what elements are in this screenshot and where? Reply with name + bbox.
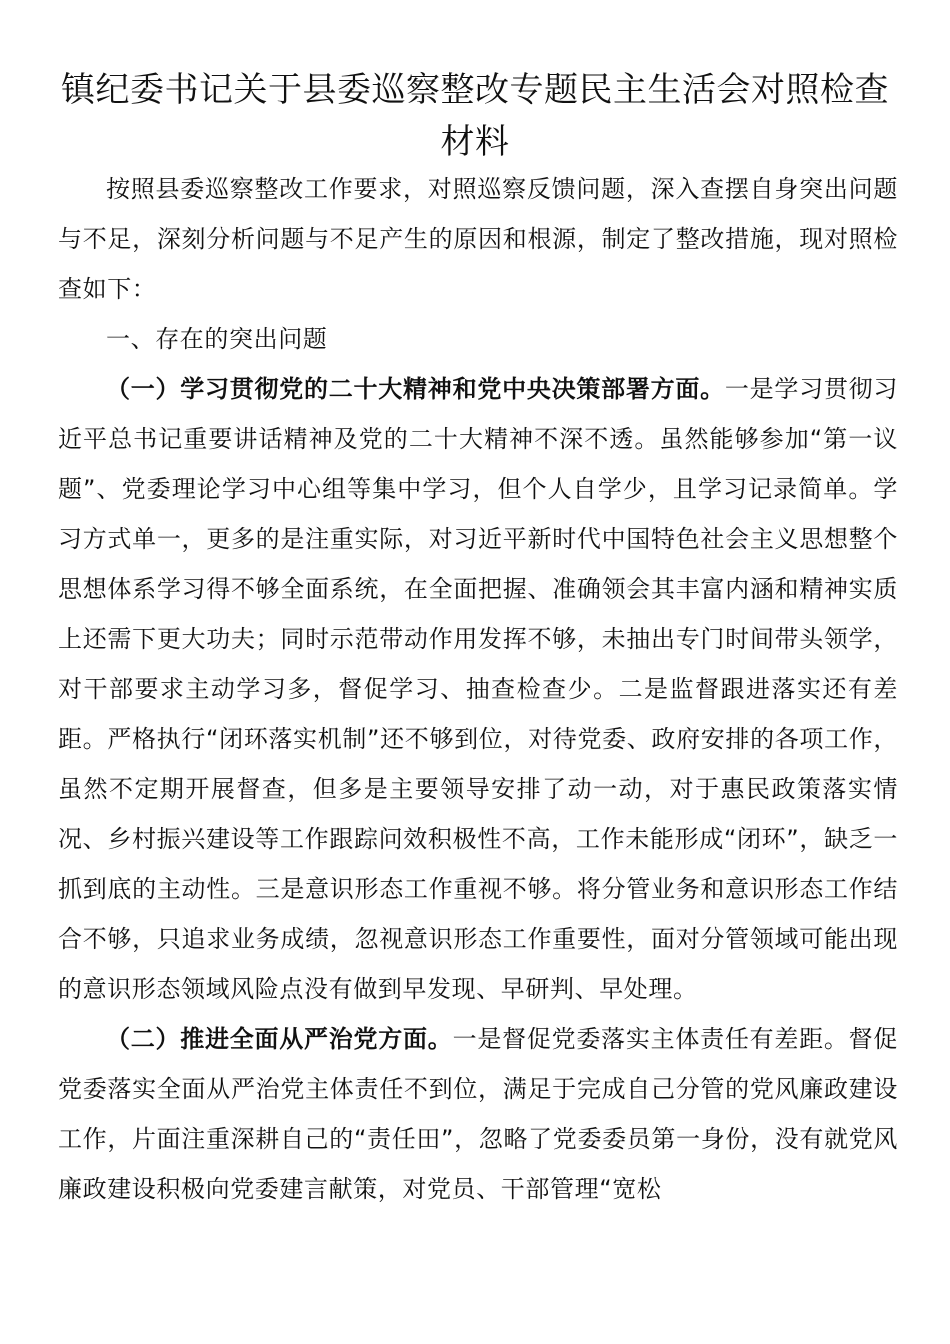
subsection-1-title: （一）学习贯彻党的二十大精神和党中央决策部署方面。 (106, 375, 725, 403)
intro-paragraph: 按照县委巡察整改工作要求，对照巡察反馈问题，深入查摆自身突出问题与不足，深刻分析问题与不足产生的原因和根源，制定了整改措施，现对照检查如下： (58, 175, 898, 303)
subsection-1-text: 一是学习贯彻习近平总书记重要讲话精神及党的二十大精神不深不透。虽然能够参加“第一议题”、党委理论学习中心组等集中学习，但个人自学少，且学习记录简单。学习方式单一，更多的是注重实际，对习近平新时代中国特色社会主义思想整个思想体系学习得不够全面系统，在全面把握、准确领会其丰富内涵和精神实质上还需下更大功夫；同时示范带动作用发挥不够，未抽出专门时间带头领学，对干部要求主动学习多，督促学习、抽查检查少。二是监督跟进落实还有差距。严格执行“闭环落实机制”还不够到位，对待党委、政府安排的各项工作，虽然不定期开展督查，但多是主要领导安排了动一动，对于惠民政策落实情况、乡村振兴建设等工作跟踪问效积极性不高，工作未能形成“闭环”，缺乏一抓到底的主动性。三是意识形态工作重视不够。将分管业务和意识形态工作结合不够，只追求业务成绩，忽视意识形态工作重要性，面对分管领域可能出现的意识形态领域风险点没有做到早发现、早研判、早处理。 (58, 375, 899, 1003)
subsection-2-text: 一是督促党委落实主体责任有差距。督促党委落实全面从严治党主体责任不到位，满足于完成自己分管的党风廉政建设工作，片面注重深耕自己的“责任田”，忽略了党委委员第一身份，没有就党风廉政建设积极向党委建言献策，对党员、干部管理“宽松 (58, 1025, 898, 1203)
subsection-1-paragraph (58, 364, 898, 1014)
subsection-2-paragraph (58, 1014, 898, 1214)
section-heading (58, 314, 898, 364)
subsection-2-title: （二）推进全面从严治党方面。 (106, 1025, 453, 1053)
section1-heading-text: 一、存在的突出问题 (106, 325, 328, 353)
document-body (58, 164, 898, 1214)
document-title: 镇纪委书记关于县委巡察整改专题民主生活会对照检查材料 (61, 70, 889, 162)
